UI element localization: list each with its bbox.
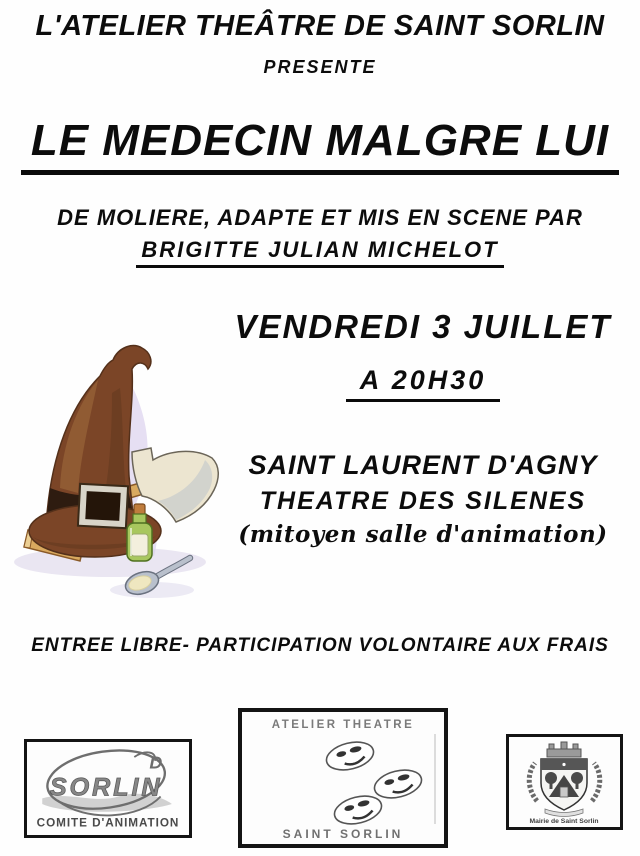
- logo-d-letter: D: [149, 752, 163, 773]
- mairie-crest-art: [509, 737, 620, 827]
- atelier-bottom-text: SAINT SORLIN: [282, 827, 404, 841]
- atelier-theatre-logo: [238, 708, 448, 848]
- presents-label: PRESENTE: [263, 57, 377, 77]
- mairie-caption: Mairie de Saint Sorlin: [529, 818, 599, 825]
- admission-line: ENTREE LIBRE- PARTICIPATION VOLONTAIRE AUX FRAIS: [31, 635, 609, 656]
- director-row: [0, 237, 640, 268]
- show-date: VENDREDI 3 JUILLET: [234, 308, 612, 345]
- laurel-right-icon: [592, 763, 600, 801]
- mairie-crest-logo: [506, 734, 623, 830]
- show-title: LE MEDECIN MALGRE LUI: [21, 116, 619, 175]
- atelier-theatre-logo-art: [242, 712, 444, 844]
- comite-animation-logo-art: [27, 742, 189, 835]
- director-name: BRIGITTE JULIAN MICHELOT: [136, 237, 503, 268]
- logo-sorlin-word: SORLIN: [49, 773, 163, 802]
- venue-note: (mitoyen salle d'animation): [238, 521, 608, 548]
- theater-mask-icon: [332, 792, 385, 829]
- show-title-row: [0, 116, 640, 175]
- crest-crown-icon: [547, 742, 581, 757]
- venue-name: THEATRE DES SILENES: [259, 487, 587, 515]
- crest-shield-icon: [541, 759, 587, 810]
- presenter-line: L'ATELIER THEÂTRE DE SAINT SORLIN: [35, 10, 605, 42]
- laurel-left-icon: [529, 763, 537, 801]
- theater-mask-icon: [372, 766, 425, 803]
- logo-comite-caption: COMITE D'ANIMATION: [36, 816, 180, 830]
- hat-buckle: [78, 484, 128, 528]
- comite-animation-logo: [24, 739, 192, 838]
- theater-mask-icon: [324, 738, 377, 775]
- atelier-top-text: ATELIER THEATRE: [271, 719, 415, 731]
- show-time-row: [202, 365, 640, 402]
- credits-line: DE MOLIERE, ADAPTE ET MIS EN SCENE PAR: [57, 205, 583, 230]
- show-time: A 20H30: [346, 365, 501, 402]
- venue-city: SAINT LAURENT D'AGNY: [248, 450, 598, 480]
